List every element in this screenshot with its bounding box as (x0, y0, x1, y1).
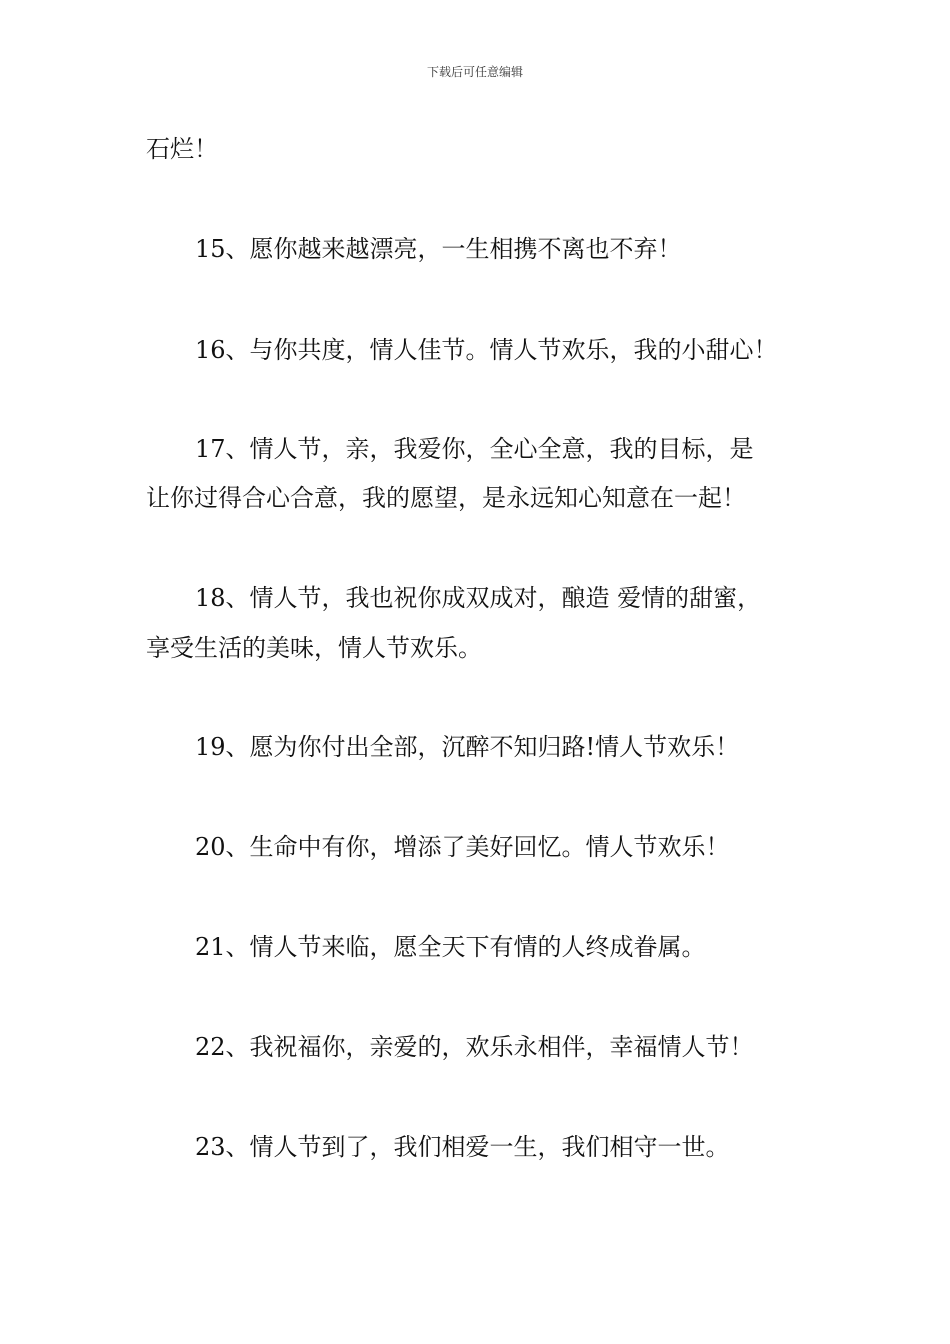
page-header: 下载后可任意编辑 (426, 65, 523, 79)
wish-item-15: 15、愿你越来越漂亮，一生相携不离也不弃！ (195, 235, 682, 263)
wish-item-20: 20、生命中有你，增添了美好回忆。情人节欢乐！ (195, 833, 730, 861)
wish-item-19: 19、愿为你付出全部，沉醉不知归路!情人节欢乐！ (195, 733, 740, 761)
wish-item-18: 18、情人节，我也祝你成双成对，酿造 爱情的甜蜜， (195, 584, 762, 612)
wish-item-23: 23、情人节到了，我们相爱一生，我们相守一世。 (195, 1133, 730, 1161)
wish-item-21: 21、情人节来临，愿全天下有情的人终成眷属。 (195, 933, 706, 961)
wish-item-18-continued: 享受生活的美味，情人节欢乐。 (146, 634, 482, 662)
wish-item-16: 16、与你共度，情人佳节。情人节欢乐，我的小甜心！ (195, 336, 778, 364)
wish-item-17-continued: 让你过得合心合意，我的愿望，是永远知心知意在一起！ (146, 484, 746, 512)
wish-item-17: 17、情人节，亲，我爱你，全心全意，我的目标，是 (195, 435, 754, 463)
wish-item-22: 22、我祝福你，亲爱的，欢乐永相伴，幸福情人节！ (195, 1033, 754, 1061)
text-line-continuation: 石烂！ (146, 135, 218, 163)
